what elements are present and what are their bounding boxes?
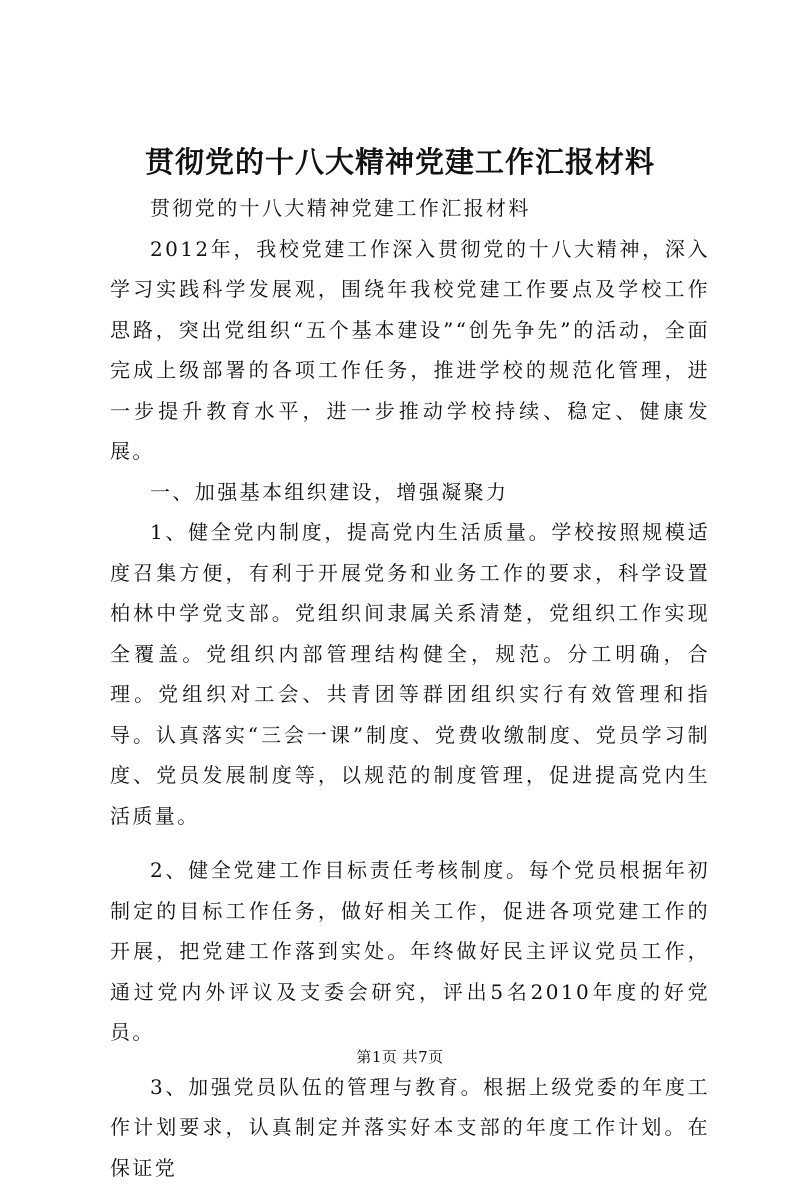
section-heading: 一、加强基本组织建设，增强凝聚力 bbox=[110, 472, 710, 513]
page-number-footer: 第1页 共7页 bbox=[0, 1046, 800, 1067]
paragraph-item-3: 3、加强党员队伍的管理与教育。根据上级党委的年度工作计划要求，认真制定并落实好本支部的年度工作计划。在保证党 bbox=[110, 1067, 710, 1188]
document-body bbox=[110, 188, 710, 1188]
paragraph-intro: 2012年，我校党建工作深入贯彻党的十八大精神，深入学习实践科学发展观，围绕年我校党建工作要点及学校工作思路，突出党组织“五个基本建设”“创先争先”的活动，全面完成上级部署的各项工作任务，推进学校的规范化管理，进一步提升教育水平，进一步推动学校持续、稳定、健康发展。 bbox=[110, 229, 710, 472]
paragraph-item-2: 2、健全党建工作目标责任考核制度。每个党员根据年初制定的目标工作任务，做好相关工作，促进各项党建工作的开展，把党建工作落到实处。年终做好民主评议党员工作，通过党内外评议及支委会研究，评出5名2010年度的好党员。 bbox=[110, 850, 710, 1053]
document-title: 贯彻党的十八大精神党建工作汇报材料 bbox=[0, 140, 800, 184]
paragraph-subtitle: 贯彻党的十八大精神党建工作汇报材料 bbox=[110, 188, 710, 229]
paragraph-item-1: 1、健全党内制度，提高党内生活质量。学校按照规模适度召集方便，有利于开展党务和业务工作的要求，科学设置柏林中学党支部。党组织间隶属关系清楚，党组织工作实现全覆盖。党组织内部管理结构健全，规范。分工明确，合理。党组织对工会、共青团等群团组织实行有效管理和指导。认真落实“三会一课”制度、党费收缴制度、党员学习制度、党员发展制度等，以规范的制度管理，促进提高党内生活质量。 bbox=[110, 512, 710, 836]
